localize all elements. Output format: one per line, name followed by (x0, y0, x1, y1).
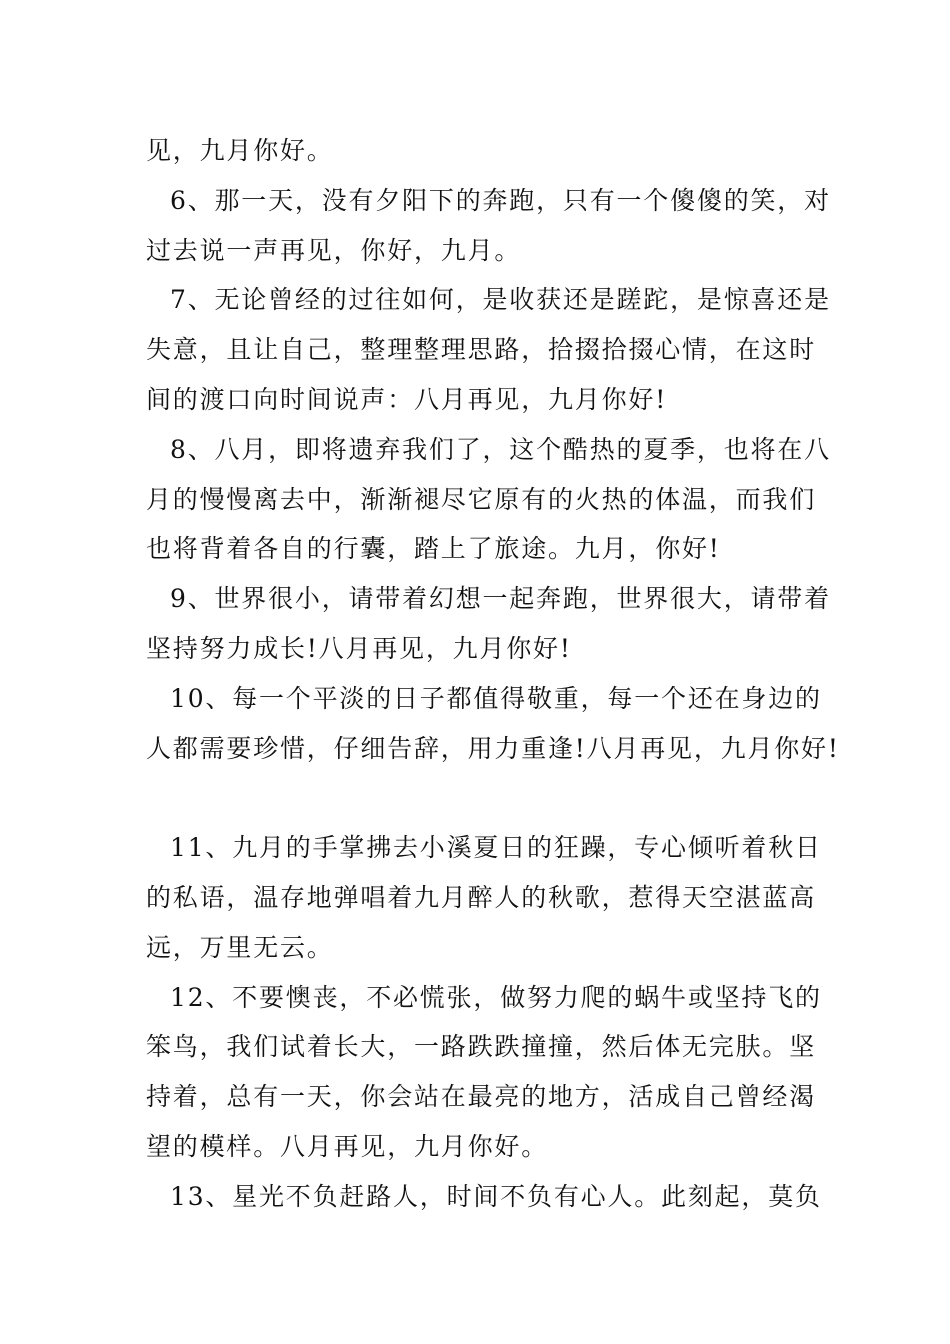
text-line: 12、不要懊丧，不必慌张，做努力爬的蜗牛或坚持飞的 (170, 982, 822, 1012)
text-line: 过去说一声再见，你好，九月。 (146, 235, 522, 265)
document-body (146, 126, 840, 1222)
paragraph-gap (146, 773, 810, 823)
text-line: 坚持努力成长!八月再见，九月你好! (146, 633, 572, 663)
text-line: 13、星光不负赶路人，时间不负有心人。此刻起，莫负 (170, 1181, 822, 1211)
text-line: 6、那一天，没有夕阳下的奔跑，只有一个傻傻的笑，对 (170, 185, 831, 215)
text-line: 也将背着各自的行囊，踏上了旅途。九月，你好! (146, 534, 721, 564)
text-line: 持着，总有一天，你会站在最亮的地方，活成自己曾经渴 (146, 1082, 817, 1112)
text-line: 见，九月你好。 (146, 136, 334, 165)
text-line: 月的慢慢离去中，渐渐褪尽它原有的火热的体温，而我们 (146, 484, 817, 514)
text-line: 间的渡口向时间说声：八月再见，九月你好! (146, 384, 668, 414)
text-line: 11、九月的手掌拂去小溪夏日的狂躁，专心倾听着秋日 (170, 833, 822, 863)
text-line: 7、无论曾经的过往如何，是收获还是蹉跎，是惊喜还是 (170, 285, 831, 315)
text-line: 笨鸟，我们试着长大，一路跌跌撞撞，然后体无完肤。坚 (146, 1032, 817, 1062)
text-line: 人都需要珍惜，仔细告辞，用力重逢!八月再见，九月你好! (146, 733, 840, 763)
text-line: 10、每一个平淡的日子都值得敬重，每一个还在身边的 (170, 683, 822, 713)
text-line: 失意，且让自己，整理整理思路，拾掇拾掇心情，在这时 (146, 335, 817, 365)
text-line: 远，万里无云。 (146, 932, 334, 962)
text-line: 9、世界很小，请带着幻想一起奔跑，世界很大，请带着 (170, 584, 831, 614)
text-line: 望的模样。八月再见，九月你好。 (146, 1131, 549, 1161)
text-line: 8、八月，即将遗弃我们了，这个酷热的夏季，也将在八 (170, 434, 831, 464)
text-line: 的私语，温存地弹唱着九月醉人的秋歌，惹得天空湛蓝高 (146, 882, 817, 912)
